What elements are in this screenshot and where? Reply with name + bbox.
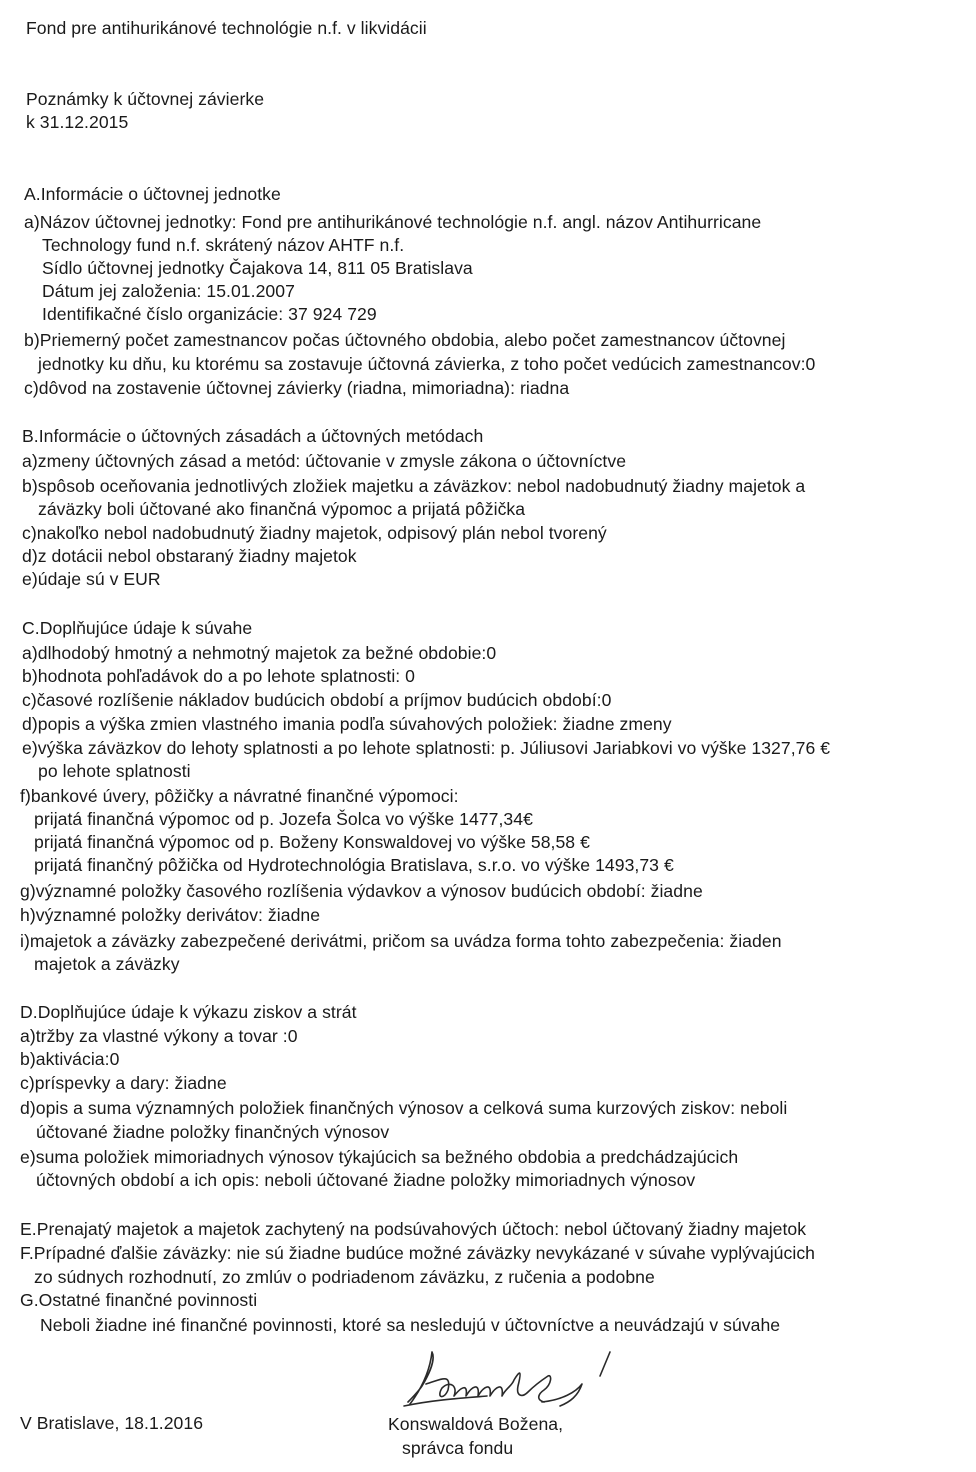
section-c-item-d-line1: d)popis a výška zmien vlastného imania podľa súvahových položiek: žiadne zmeny <box>22 714 672 734</box>
doc-date: k 31.12.2015 <box>26 112 129 132</box>
place-and-date: V Bratislave, 18.1.2016 <box>20 1413 204 1433</box>
signer-name: Konswaldová Božena, <box>388 1414 564 1434</box>
section-c-item-e-line2: po lehote splatnosti <box>38 761 191 781</box>
section-c-item-f-line4: prijatá finančný pôžička od Hydrotechnológia Bratislava, s.r.o. vo výške 1493,73 € <box>34 855 674 875</box>
section-a-item-a-line3: Sídlo účtovnej jednotky Čajakova 14, 811 05 Bratislava <box>42 258 473 278</box>
section-b-heading: B.Informácie o účtovných zásadách a účtovných metódach <box>22 426 484 446</box>
section-c-item-e-line1: e)výška záväzkov do lehoty splatnosti a po lehote splatnosti: p. Júliusovi Jariabkovi vo výške 1327,76 € <box>22 738 831 758</box>
section-d-item-e-line2: účtovných období a ich opis: neboli účtované žiadne položky mimoriadnych výnosov <box>36 1170 696 1190</box>
section-a-item-b-line1: b)Priemerný počet zamestnancov počas účtovného obdobia, alebo počet zamestnancov účtovnej <box>24 330 786 350</box>
section-f-line1: F.Prípadné ďalšie záväzky: nie sú žiadne budúce možné záväzky nevykázané v súvahe vyplývajúcich <box>20 1243 815 1263</box>
section-b-item-b-line2: záväzky boli účtované ako finančná výpomoc a prijatá pôžička <box>38 499 526 519</box>
section-a-item-a-line4: Dátum jej založenia: 15.01.2007 <box>42 281 295 301</box>
section-d-item-d-line2: účtované žiadne položky finančných výnosov <box>36 1122 390 1142</box>
fund-name: Fond pre antihurikánové technológie n.f. v likvidácii <box>26 18 427 38</box>
section-d-item-e-line1: e)suma položiek mimoriadnych výnosov týkajúcich sa bežného obdobia a predchádzajúcich <box>20 1147 739 1167</box>
section-a-item-b-line2: jednotky ku dňu, ku ktorému sa zostavuje účtovná závierka, z toho počet vedúcich zamestnancov:0 <box>38 354 816 374</box>
section-a-item-a-line5: Identifikačné číslo organizácie: 37 924 729 <box>42 304 377 324</box>
section-d-item-b-line1: b)aktivácia:0 <box>20 1049 120 1069</box>
section-c-item-f-line1: f)bankové úvery, pôžičky a návratné finančné výpomoci: <box>20 786 459 806</box>
section-g-line2: Neboli žiadne iné finančné povinnosti, ktoré sa nesledujú v účtovníctve a neuvádzajú v súvahe <box>40 1315 781 1335</box>
section-c-item-f-line3: prijatá finančná výpomoc od p. Boženy Konswaldovej vo výške 58,58 € <box>34 832 590 852</box>
section-c-item-c-line1: c)časové rozlíšenie nákladov budúcich období a príjmov budúcich období:0 <box>22 690 612 710</box>
doc-title: Poznámky k účtovnej závierke <box>26 89 265 109</box>
section-c-item-g-line1: g)významné položky časového rozlíšenia výdavkov a výnosov budúcich období: žiadne <box>20 881 703 901</box>
section-f-line2: zo súdnych rozhodnutí, zo zmlúv o podriadenom záväzku, z ručenia a podobne <box>34 1267 655 1287</box>
section-b-item-e-line1: e)údaje sú v EUR <box>22 569 161 589</box>
section-b-item-b-line1: b)spôsob oceňovania jednotlivých zložiek majetku a záväzkov: nebol nadobudnutý žiadny majetok a <box>22 476 806 496</box>
section-b-item-c-line1: c)nakoľko nebol nadobudnutý žiadny majetok, odpisový plán nebol tvorený <box>22 523 607 543</box>
section-c-item-i-line2: majetok a záväzky <box>34 954 180 974</box>
section-c-item-h-line1: h)významné položky derivátov: žiadne <box>20 905 321 925</box>
section-c-item-i-line1: i)majetok a záväzky zabezpečené derivátmi, pričom sa uvádza forma tohto zabezpečenia: žiaden <box>20 931 782 951</box>
section-a-item-a-line1: a)Názov účtovnej jednotky: Fond pre antihurikánové technológie n.f. angl. názov Antihurricane <box>24 212 762 232</box>
section-a-item-c-line1: c)dôvod na zostavenie účtovnej závierky (riadna, mimoriadna): riadna <box>24 378 570 398</box>
section-b-item-d-line1: d)z dotácii nebol obstaraný žiadny majetok <box>22 546 357 566</box>
section-a-item-a-line2: Technology fund n.f. skrátený názov AHTF n.f. <box>42 235 405 255</box>
section-d-heading: D.Doplňujúce údaje k výkazu ziskov a strát <box>20 1002 357 1022</box>
section-c-item-b-line1: b)hodnota pohľadávok do a po lehote splatnosti: 0 <box>22 666 415 686</box>
section-d-item-c-line1: c)príspevky a dary: žiadne <box>20 1073 227 1093</box>
section-c-heading: C.Doplňujúce údaje k súvahe <box>22 618 253 638</box>
signer-role: správca fondu <box>402 1438 514 1458</box>
section-d-item-d-line1: d)opis a suma významných položiek finančných výnosov a celková suma kurzových ziskov: neboli <box>20 1098 788 1118</box>
section-g-line1: G.Ostatné finančné povinnosti <box>20 1290 258 1310</box>
section-c-item-f-line2: prijatá finančná výpomoc od p. Jozefa Šolca vo výške 1477,34€ <box>34 809 533 829</box>
section-a-heading: A.Informácie o účtovnej jednotke <box>24 184 281 204</box>
section-d-item-a-line1: a)tržby za vlastné výkony a tovar :0 <box>20 1026 298 1046</box>
section-b-item-a-line1: a)zmeny účtovných zásad a metód: účtovanie v zmysle zákona o účtovníctve <box>22 451 627 471</box>
section-c-item-a-line1: a)dlhodobý hmotný a nehmotný majetok za bežné obdobie:0 <box>22 643 497 663</box>
section-e-line1: E.Prenajatý majetok a majetok zachytený na podsúvahových účtoch: nebol účtovaný žiadny majetok <box>20 1219 807 1239</box>
